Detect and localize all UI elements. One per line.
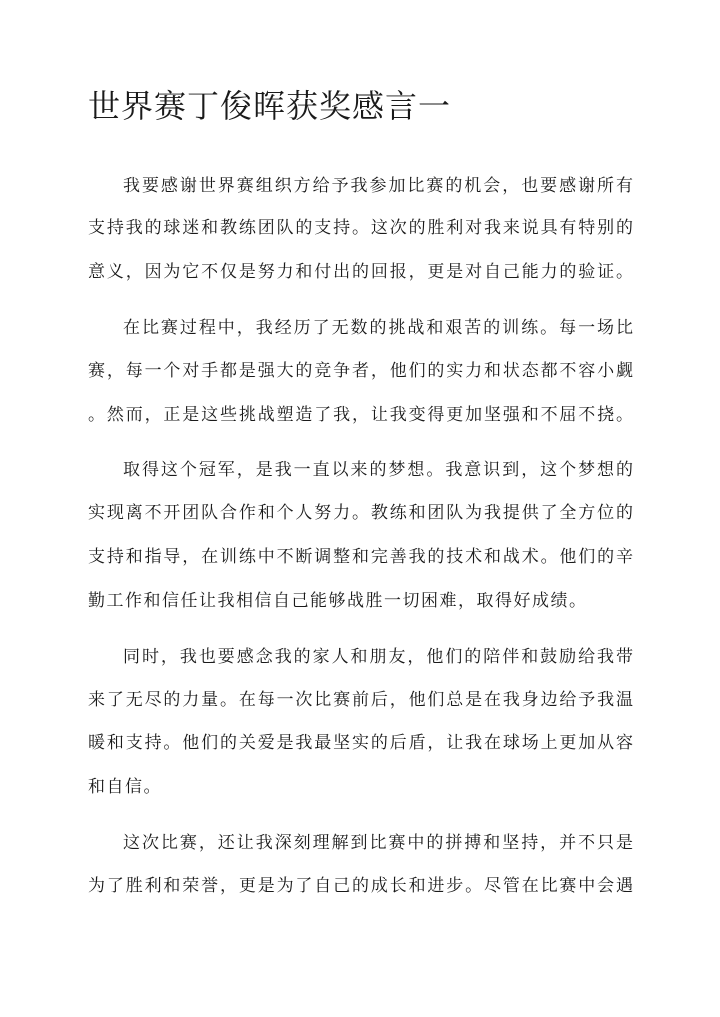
paragraph-line: 取得这个冠军，是我一直以来的梦想。我意识到，这个梦想的 [123, 460, 633, 480]
paragraph-line: 为了胜利和荣誉，更是为了自己的成长和进步。尽管在比赛中会遇 [88, 876, 633, 896]
document-title: 世界赛丁俊晖获奖感言一 [88, 87, 452, 125]
paragraph-line: 实现离不开团队合作和个人努力。教练和团队为我提供了全方位的 [88, 503, 633, 523]
paragraph-line: 暖和支持。他们的关爱是我最坚实的后盾，让我在球场上更加从容 [88, 733, 633, 753]
paragraph-line: 这次比赛，还让我深刻理解到比赛中的拼搏和坚持，并不只是 [123, 833, 633, 853]
paragraph-line: 同时，我也要感念我的家人和朋友，他们的陪伴和鼓励给我带 [123, 647, 633, 667]
paragraph-line: 勤工作和信任让我相信自己能够战胜一切困难，取得好成绩。 [88, 591, 588, 611]
paragraph-line: 支持我的球迷和教练团队的支持。这次的胜利对我来说具有特别的 [88, 218, 633, 238]
paragraph-line: 在比赛过程中，我经历了无数的挑战和艰苦的训练。每一场比 [123, 318, 633, 338]
paragraph-line: 意义，因为它不仅是努力和付出的回报，更是对自己能力的验证。 [88, 262, 633, 282]
paragraph-line: 支持和指导，在训练中不断调整和完善我的技术和战术。他们的辛 [88, 547, 633, 567]
paragraph-line: 来了无尽的力量。在每一次比赛前后，他们总是在我身边给予我温 [88, 690, 633, 710]
paragraph-line: 赛，每一个对手都是强大的竞争者，他们的实力和状态都不容小觑 [88, 361, 633, 381]
paragraph-line: 我要感谢世界赛组织方给予我参加比赛的机会，也要感谢所有 [123, 176, 633, 196]
paragraph-line: 。然而，正是这些挑战塑造了我，让我变得更加坚强和不屈不挠。 [88, 405, 633, 425]
paragraph-line: 和自信。 [88, 777, 162, 797]
